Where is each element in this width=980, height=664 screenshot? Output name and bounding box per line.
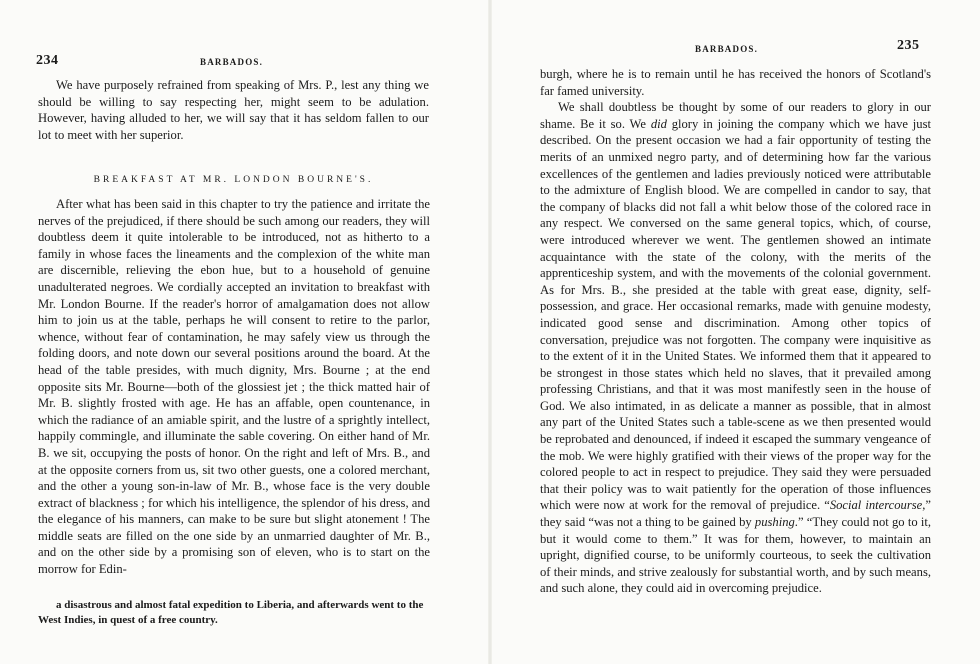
left-intro-block: [38, 77, 429, 143]
right-text-block: [540, 66, 931, 597]
main-paragraph: After what has been said in this chapter to try the patience and irritate the nerves of the prejudiced, if there should be such among our readers, they will doubtless deem it quite intolerable to be introduced, not as hitherto to a family in whose faces the lineaments and the complexion of the white man are discernible, relieving the ebon hue, but to a household of genuine unadulterated negroes. We cordially accepted an invitation to breakfast with Mr. London Bourne. If the reader's horror of amalgamation does not allow him to join us at the table, perhaps he will consent to retire to the parlor, whence, without fear of contamination, he may safely view us through the folding doors, and note down our several positions around the board. At the head of the table presides, with much dignity, Mrs. Bourne ; at the end opposite sits Mr. Bourne—both of the glossiest jet ; the thick matted hair of Mr. B. slightly frosted with age. He has an affable, open countenance, in which the radiance of an amiable spirit, and the lustre of a sprightly intellect, happily commingle, and illuminate the sable covering. On either hand of Mr. B. we sit, occupying the posts of honor. On the right and left of Mrs. B., and at the opposite corners from us, sit two other guests, one a colored merchant, and the other a young son-in-law of Mr. B., whose face is the very double extract of blackness ; for which his intelligence, the splendor of his dress, and the elegance of his manners, can make to be sure but slight atonement ! The middle seats are filled on the one side by an unmarried daughter of Mr. B., and on the other side by a promising son of eleven, who is to start on the morrow for Edin-: [38, 197, 430, 577]
italic-did: did: [650, 116, 667, 131]
intro-paragraph: We have purposely refrained from speaking of Mrs. P., lest any thing we should be willing to say respecting her, might seem to be adulation. However, having alluded to her, we will say that it has seldom fallen to our lot to meet with her superior.: [38, 78, 429, 142]
paragraph-text-2: glory in joining the company which we have just described. On the present occasion we had a fair opportunity of testing the merits of an unmixed negro party, and of determining how far the various excellences of the gentlemen and ladies previously noticed were attributable to the admixture of English blood. We are compelled in candor to say, that the company of blacks did not fall a whit below those of the colored race in any respect. We conversed on the same general topics, which, of course, were introduced wherever we went. The gentlemen showed an intimate acquaintance with the state of the colony, with the merits of the apprenticeship system, and with the movements of the colonial government. As for Mrs. B., she presided at the table with great ease, dignity, self-possession, and grace. Her occasional remarks, made with genuine modesty, indicated good sense and discrimination. Among other topics of conversation, prejudice was not forgotten. The company were inquisitive as to the extent of it in the United States. We informed them that it appeared to be strongest in those states which held no slaves, that it prevailed among professing Christians, and that it was most manifestly seen in the house of God. We also intimated, in as delicate a manner as possible, that in almost any part of the United States such a table-scene as we then presented would be reprobated and denounced, if indeed it escaped the summary vengeance of the mob. We were highly gratified with their views of the proper way for the colored people to act in respect to prejudice. They said they were persuaded that their policy was to wait patiently for the operation of those influences which were now at work for the removal of prejudice. “: [540, 116, 931, 513]
left-main-block: [38, 196, 430, 578]
left-running-head: BARBADOS.: [200, 57, 264, 67]
right-running-head: BARBADOS.: [695, 44, 759, 54]
italic-social-intercourse: Social intercourse: [829, 498, 923, 513]
italic-pushing: pushing: [754, 515, 795, 530]
left-page-number: 234: [36, 53, 59, 68]
paragraph-text-3: ,” they said “was not a thing to be gained by: [540, 498, 931, 530]
right-page-number: 235: [897, 38, 920, 53]
paragraph-text-4: .” “They could not go to it, but it would come to them.” It was for them, however, to maintain an upright, dignified course, to be uniformly courteous, to seek the cultivation of their minds, and strive zealously for substantial worth, and by such means, and such alone, they could aid in overcoming prejudice.: [540, 515, 932, 596]
left-footnote-block: [38, 598, 430, 628]
paragraph-text-1: We shall doubtless be thought by some of our readers to glory in our shame. Be it so. We: [540, 100, 931, 131]
right-main-paragraph: [540, 99, 931, 597]
continued-paragraph: burgh, where he is to remain until he has received the honors of Scotland's far famed university.: [540, 67, 931, 98]
section-heading: BREAKFAST AT MR. LONDON BOURNE'S.: [93, 175, 374, 185]
footnote: a disastrous and almost fatal expedition to Liberia, and afterwards went to the West Indies, in quest of a free country.: [38, 599, 424, 626]
right-page: [490, 0, 980, 664]
